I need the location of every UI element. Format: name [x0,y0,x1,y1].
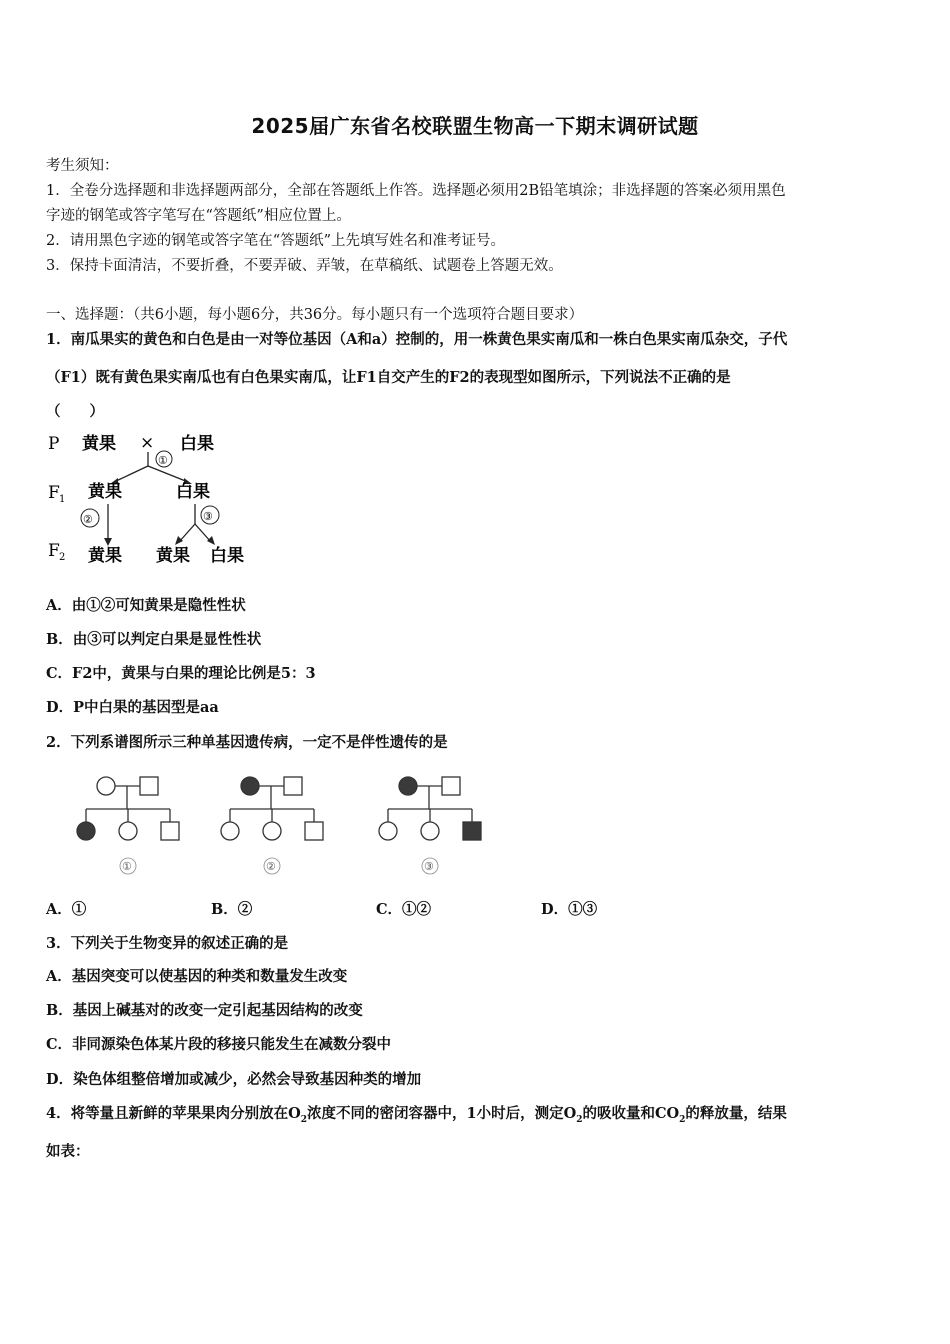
f2-yellow-left: 黄果 [88,546,122,566]
q1-cross-diagram [40,428,260,573]
q2-stem: 2．下列系谱图所示三种单基因遗传病，一定不是伴性遗传的是 [46,734,448,751]
p-white: 白果 [180,434,214,454]
marker-1: ① [158,454,168,467]
pedigree-1 [77,777,179,874]
f2-white: 白果 [210,546,244,566]
q4-part-c: 的吸收量和CO [582,1105,680,1122]
q2-pedigree-charts [60,765,500,880]
q3-option-b: B．基因上碱基对的改变一定引起基因结构的改变 [46,1002,363,1019]
q2-option-a: A．① [46,901,87,918]
f1-white: 白果 [176,482,210,502]
q4-o2-sub-1: 2 [300,1114,307,1125]
q4-part-b: 浓度不同的密闭容器中，1小时后，测定O [306,1105,577,1122]
q3-option-a: A．基因突变可以使基因的种类和数量发生改变 [46,968,348,985]
label-f2: F [48,541,60,561]
marker-3: ③ [203,510,213,523]
marker-2: ② [83,513,93,526]
notice-item-1-cont: 字迹的钢笔或答字笔写在“答题纸”相应位置上。 [46,208,351,224]
q2-option-c: C．①② [376,901,432,918]
cross-sign: × [140,433,155,453]
q1-stem-line2: （F1）既有黄色果实南瓜也有白色果实南瓜，让F1自交产生的F2的表现型如图所示，下列说法不正确的是 [46,369,731,386]
pedigree-2 [221,777,323,874]
notice-heading: 考生须知： [46,158,119,174]
section-heading: 一、选择题：（共6小题，每小题6分，共36分。每小题只有一个选项符合题目要求） [46,307,584,323]
q1-answer-paren: （ ） [46,403,104,420]
label-f1: F [48,483,60,503]
notice-item-3: 3．保持卡面清洁，不要折叠，不要弄破、弄皱，在草稿纸、试题卷上答题无效。 [46,258,563,274]
q2-option-d: D．①③ [541,901,598,918]
label-p: P [48,434,60,454]
label-f1-sub: 1 [59,494,66,505]
q3-stem: 3．下列关于生物变异的叙述正确的是 [46,935,289,952]
q1-option-d: D．P中白果的基因型是aa [46,699,219,716]
q4-part-d: 的释放量，结果 [685,1105,787,1122]
pedigree-label-1: ① [122,860,132,873]
q4-part-a: 4．将等量且新鲜的苹果果肉分别放在O [46,1105,301,1122]
q4-co2-sub: 2 [679,1114,686,1125]
q1-option-b: B．由③可以判定白果是显性性状 [46,631,262,648]
page-title: 2025届广东省名校联盟生物高一下期末调研试题 [251,114,699,138]
q4-stem-line1 [46,1102,787,1125]
q2-option-b: B．② [211,901,253,918]
q1-option-a: A．由①②可知黄果是隐性性状 [46,597,246,614]
q3-option-c: C．非同源染色体某片段的移接只能发生在减数分裂中 [46,1036,392,1053]
q3-option-d: D．染色体组整倍增加或减少，必然会导致基因种类的增加 [46,1071,422,1088]
notice-item-2: 2．请用黑色字迹的钢笔或答字笔在“答题纸”上先填写姓名和准考证号。 [46,233,506,249]
f1-yellow: 黄果 [88,482,122,502]
q4-stem-line2: 如表： [46,1143,90,1160]
pedigree-3 [379,777,481,874]
label-f2-sub: 2 [59,552,66,563]
q1-stem-line1: 1．南瓜果实的黄色和白色是由一对等位基因（A和a）控制的，用一株黄色果实南瓜和一株白色果实南瓜杂交，子代 [46,331,788,348]
q1-option-c: C．F2中，黄果与白果的理论比例是5：3 [46,665,316,682]
q4-o2-sub-2: 2 [576,1114,583,1125]
notice-item-1: 1．全卷分选择题和非选择题两部分，全部在答题纸上作答。选择题必须用2B铅笔填涂；非选择题的答案必须用黑色 [46,183,786,199]
f2-yellow-right: 黄果 [156,546,190,566]
p-yellow: 黄果 [82,434,116,454]
pedigree-label-3: ③ [424,860,434,873]
pedigree-label-2: ② [266,860,276,873]
